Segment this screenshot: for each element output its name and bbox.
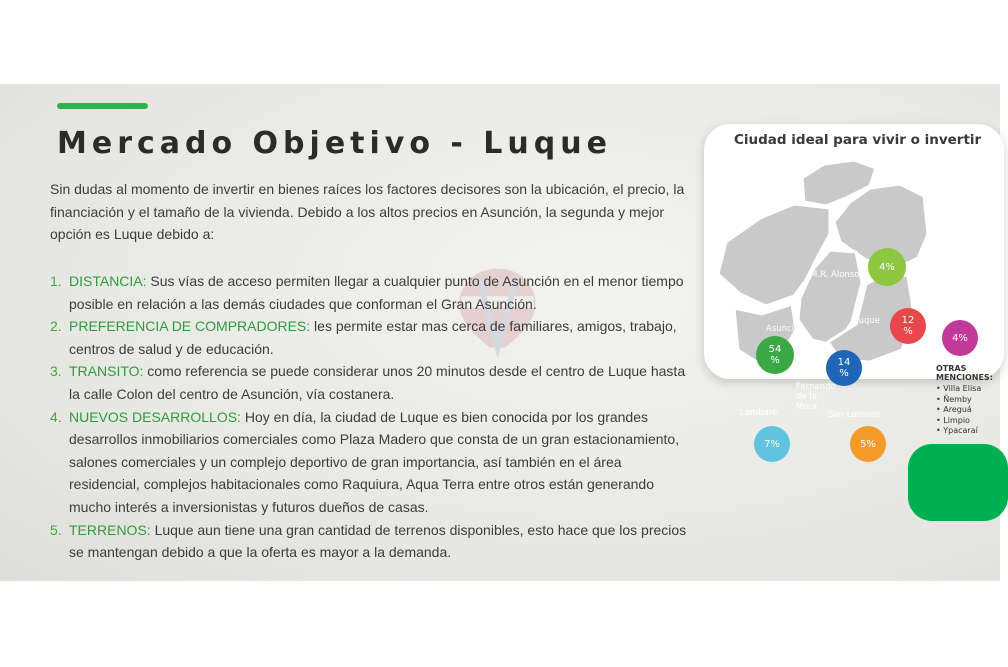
list-item: • Limpio	[936, 416, 1006, 427]
region-label-lambare: Lambaré	[740, 408, 778, 418]
list-text: les permite estar mas cerca de familiares, amigos, trabajo, centros de salud y de educación.	[69, 318, 677, 357]
list-item	[50, 360, 695, 405]
region-label-line: Mora	[796, 402, 818, 412]
badge-value-unit: %	[903, 326, 913, 337]
list-keyword: NUEVOS DESARROLLOS:	[69, 408, 241, 425]
map-card-title: Ciudad ideal para vivir o invertir	[734, 132, 982, 148]
region-label-san-lorenzo: San Lorenzo	[828, 410, 881, 420]
list-number: 1.	[50, 273, 62, 289]
list-number: 4.	[50, 408, 62, 425]
other-mentions-title: MENCIONES:	[936, 373, 993, 382]
list-text: Luque aun tiene una gran cantidad de terrenos disponibles, esto hace que los precios se mantengan debido a que la oferta es mayor a la demanda.	[69, 521, 687, 561]
badge-value: 5%	[860, 438, 876, 450]
badge-value: 4%	[952, 332, 968, 344]
badge-value-unit: %	[770, 355, 780, 366]
list-number: 3.	[50, 363, 62, 380]
factor-list	[50, 270, 695, 564]
list-keyword: TRANSITO:	[69, 363, 144, 380]
region-label-asuncion: Asunción	[766, 324, 805, 334]
list-text: Hoy en día, la ciudad de Luque es bien conocida por los grandes desarrollos inmobiliarios comerciales como Plaza Madero que consta de un gran estacionamiento, salones comerciales y un complejo deportivo de gran importancia, así también en el área residencial, complejos habitacionales como Raquiura, Aqua Terra entre otros están generando mucho interés a inversionistas y futuros dueños de casas.	[69, 408, 680, 515]
badge-asuncion	[756, 336, 794, 374]
list-item: • Ñemby	[936, 395, 1006, 406]
list-item: • Areguá	[936, 405, 1006, 416]
badge-san-lorenzo	[850, 426, 886, 462]
title-accent-bar	[57, 103, 148, 109]
list-keyword: DISTANCIA:	[69, 273, 147, 289]
region-label-mr-alonso: M.R. Alonso	[810, 270, 860, 280]
list-keyword: PREFERENCIA DE COMPRADORES:	[69, 318, 311, 335]
badge-other-mentions	[942, 320, 978, 356]
badge-value: 54	[768, 344, 782, 355]
list-item	[50, 406, 695, 519]
intro-paragraph: Sin dudas al momento de invertir en bienes raíces los factores decisores son la ubicación, el precio, la financiación y el tamaño de la vivienda. Debido a los altos precios en Asunción, la segunda y mejor opción es Luque debido a:	[50, 181, 685, 243]
other-mentions-list	[936, 384, 1006, 437]
region-label-line: Fernando	[796, 382, 836, 392]
region-label-line: de la	[796, 392, 817, 402]
list-number: 2.	[50, 318, 62, 335]
list-item	[50, 519, 695, 564]
other-mentions-title: OTRAS	[936, 364, 967, 373]
decorative-green-block	[908, 444, 1008, 521]
badge-value-unit: %	[839, 368, 849, 379]
city-preference-map-card	[704, 124, 1004, 450]
badge-value: 14	[837, 357, 851, 368]
list-text: Sus vías de acceso permiten llegar a cualquier punto de Asunción en el menor tiempo posible en relación a las demás ciudades que conforman el Gran Asunción.	[69, 273, 684, 312]
list-item: • Villa Elisa	[936, 384, 1006, 395]
other-mentions	[936, 364, 1006, 437]
badge-value: 12	[901, 315, 915, 326]
badge-lambare	[754, 426, 790, 462]
page-title: Mercado Objetivo - Luque	[57, 126, 612, 161]
list-text: como referencia se puede considerar unos 20 minutos desde el centro de Luque hasta la calle Colon del centro de Asunción, vía costanera.	[69, 363, 686, 402]
badge-luque	[890, 308, 926, 344]
badge-value: 7%	[764, 438, 780, 450]
list-number: 5.	[50, 521, 62, 538]
list-keyword: TERRENOS:	[69, 521, 151, 538]
region-label-luque: Luque	[854, 316, 880, 326]
list-item: • Ypacaraí	[936, 426, 1006, 437]
badge-mr-alonso	[868, 248, 906, 286]
list-item	[50, 270, 695, 315]
badge-fernando-de-la-mora	[826, 350, 862, 386]
list-item	[50, 315, 695, 360]
region-label-fernando-de-la-mora	[796, 382, 840, 412]
badge-value: 4%	[879, 261, 895, 273]
